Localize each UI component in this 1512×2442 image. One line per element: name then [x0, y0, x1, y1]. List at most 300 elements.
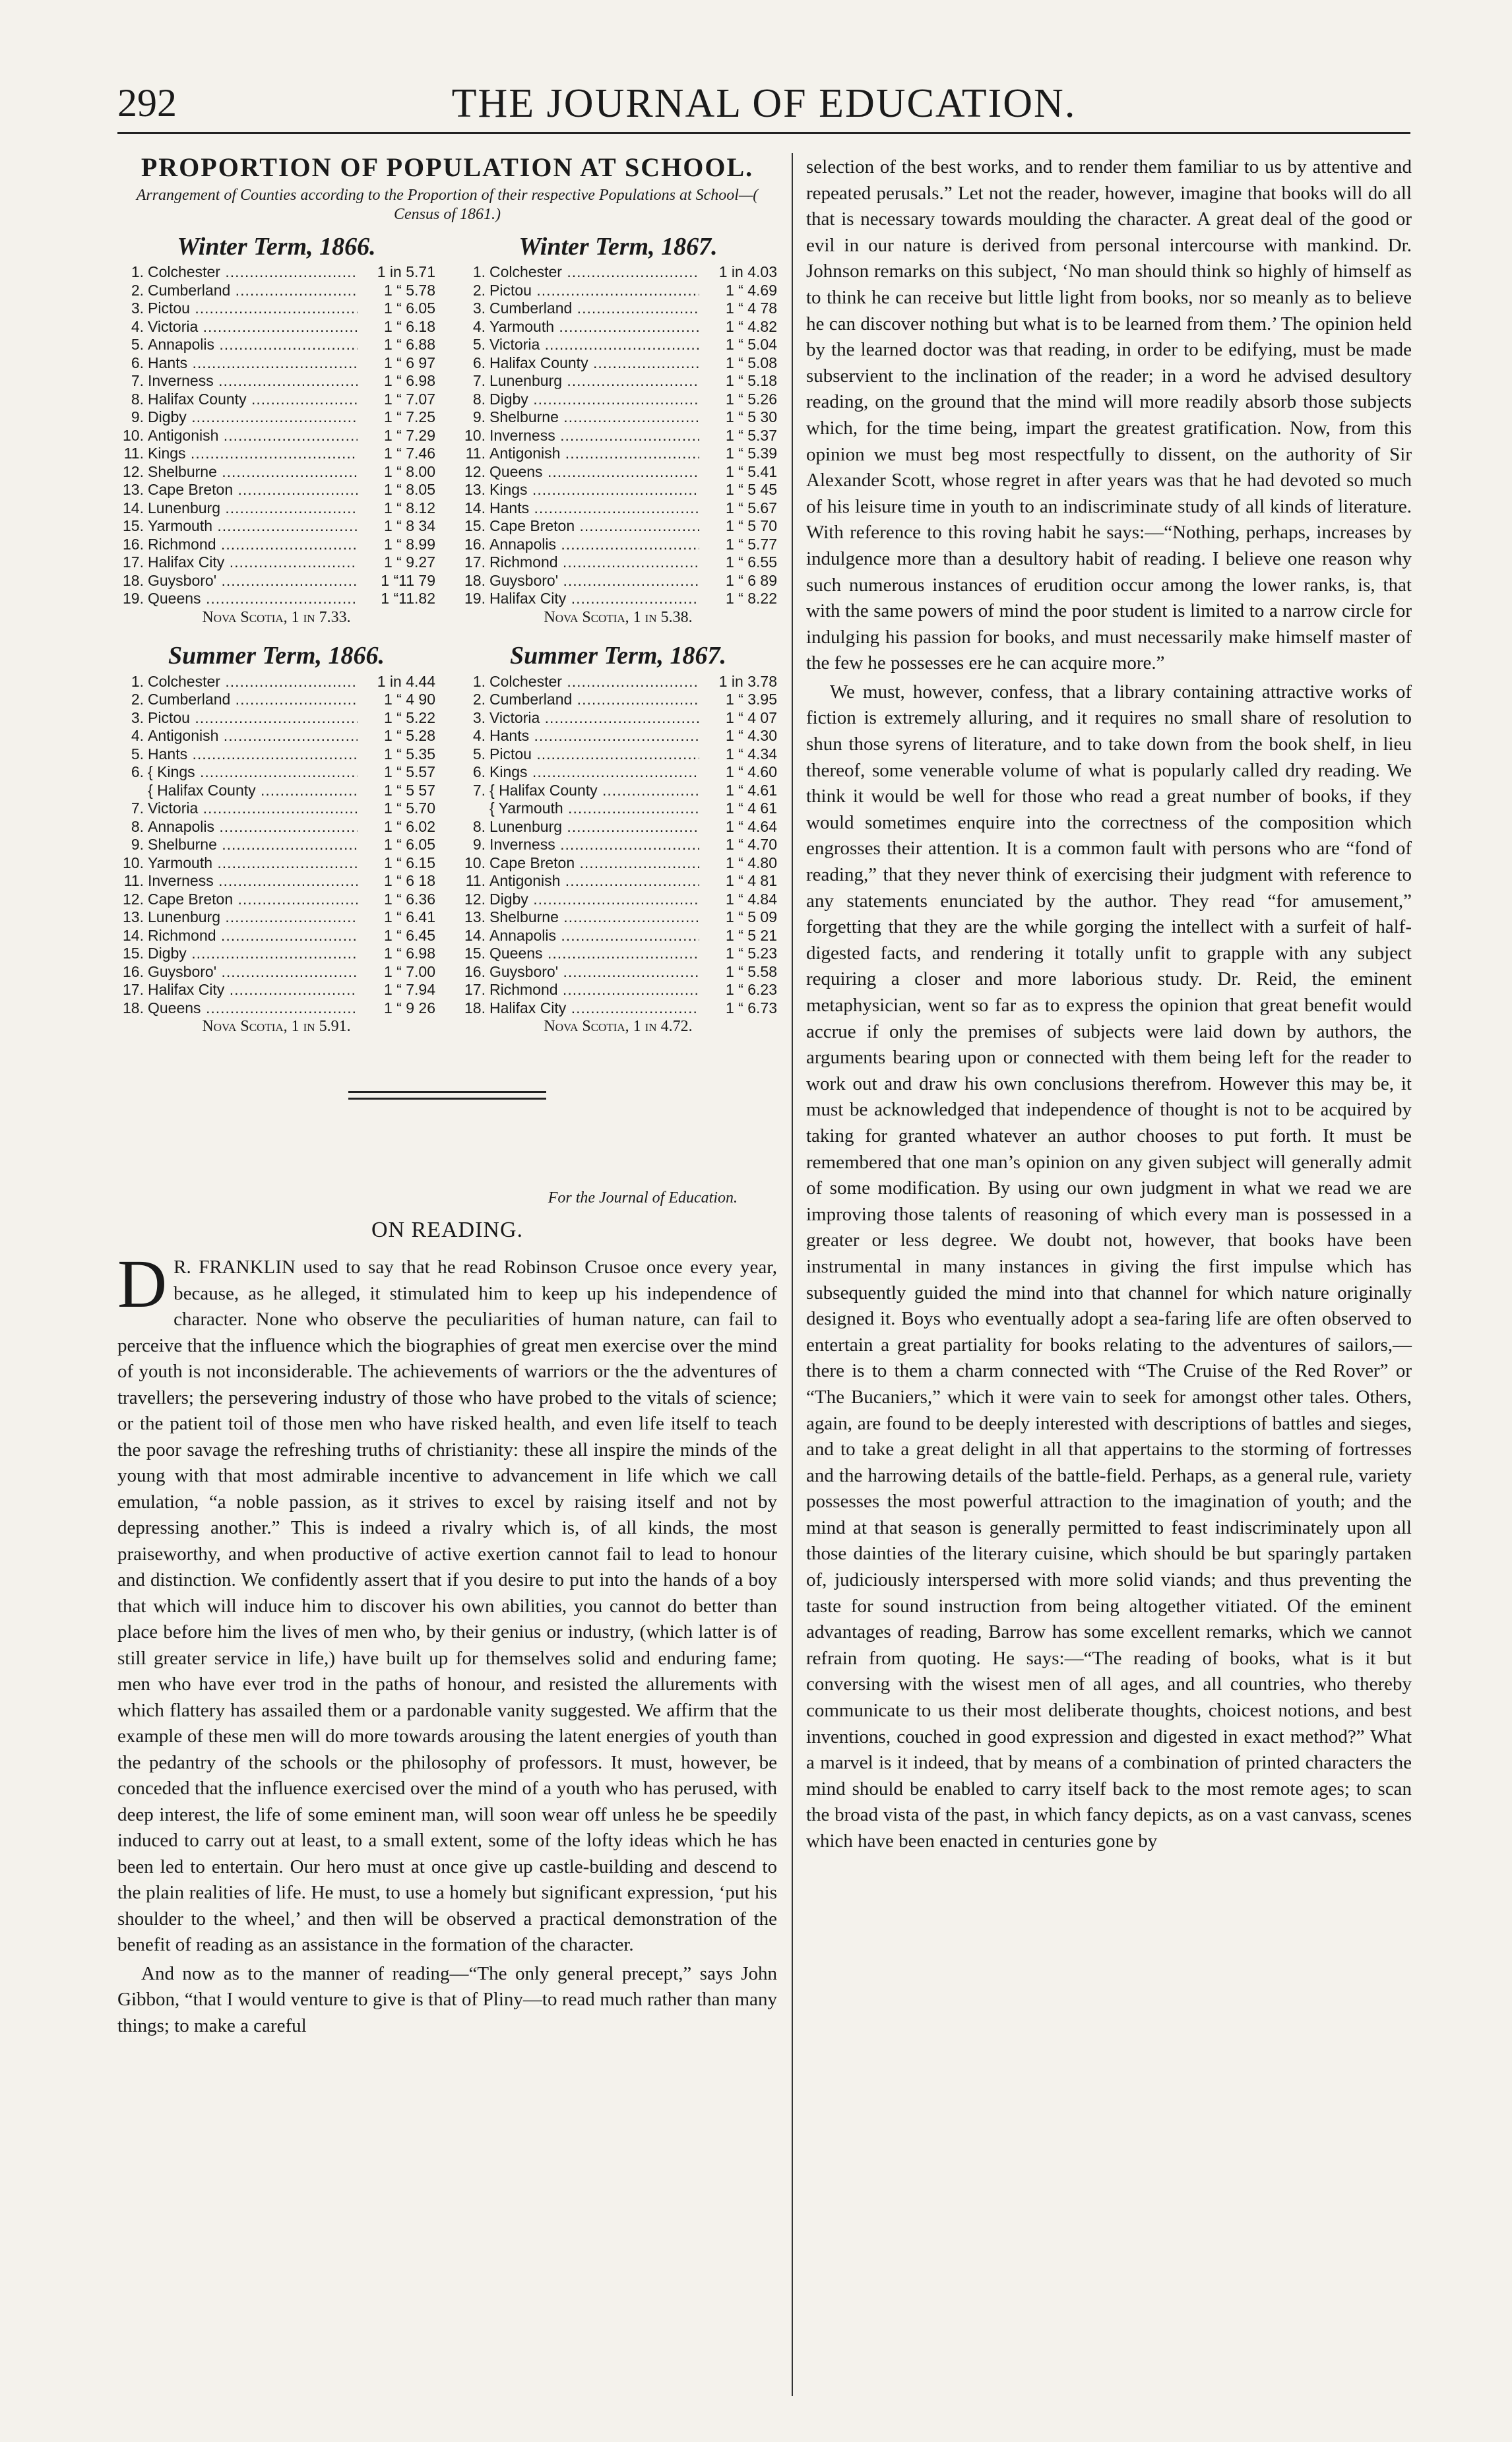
term-title: Winter Term, 1866.: [177, 232, 376, 261]
row-number: 5.: [131, 336, 144, 354]
proportion-value: 1 “ 4.61: [726, 781, 777, 799]
table-row: [117, 673, 435, 691]
county-name: Kings .....: [489, 763, 699, 782]
proportion-value: 1 “ 5.37: [726, 426, 777, 444]
page-number: 292: [117, 81, 177, 125]
term-table-summer-1866: [117, 642, 435, 1036]
proportion-value: 1 “ 6.98: [384, 372, 435, 390]
table-row: [459, 427, 777, 445]
table-row: [117, 854, 435, 873]
term-title: Summer Term, 1866.: [168, 641, 385, 670]
county-name: Cape Breton .....: [489, 517, 699, 536]
table-section-subtitle: Arrangement of Counties according to the Proportion of their respective Populations at School—( Census of 1861.): [136, 187, 759, 223]
proportion-value: 1 “ 5.28: [384, 727, 435, 745]
table-row: [117, 445, 435, 463]
proportion-value: 1 “ 4.70: [726, 836, 777, 854]
table-row: [459, 727, 777, 745]
county-name: Cumberland .....: [148, 282, 358, 300]
county-name: Pictou .....: [148, 709, 358, 728]
proportion-value: 1 “ 8 34: [384, 517, 435, 535]
table-row: [117, 691, 435, 709]
row-number: 7.: [472, 781, 486, 799]
row-number: 16.: [123, 962, 144, 980]
table-row: [459, 927, 777, 945]
row-number: 16.: [123, 535, 144, 553]
row-number: 19.: [464, 590, 486, 608]
proportion-value: 1 “ 5.41: [726, 462, 777, 480]
county-name: Digby .....: [148, 408, 358, 427]
table-row: [117, 427, 435, 445]
right-column: [806, 154, 1412, 1855]
row-number: 11.: [123, 445, 144, 462]
row-number: 7.: [131, 372, 144, 390]
row-number: 1.: [472, 263, 486, 281]
table-row: [459, 299, 777, 318]
winter-terms-row: [117, 234, 777, 627]
proportion-value: 1 “ 6 18: [384, 872, 435, 890]
table-row: [117, 499, 435, 518]
county-name: Richmond .....: [148, 536, 358, 554]
table-row: [117, 945, 435, 963]
term-table-winter-1867: [459, 234, 777, 627]
table-row: [117, 481, 435, 499]
county-name: Yarmouth .....: [148, 854, 358, 873]
proportion-value: 1 “ 5.22: [384, 708, 435, 726]
table-row: [117, 299, 435, 318]
county-name: Inverness .....: [489, 427, 699, 445]
row-number: 8.: [472, 390, 486, 408]
proportion-value: 1 “ 5.57: [384, 763, 435, 781]
table-row: [459, 536, 777, 554]
table-row: [459, 481, 777, 499]
proportion-value: 1 in 5.71: [377, 263, 435, 281]
table-row: [117, 891, 435, 909]
proportion-value: 1 “ 3.95: [726, 691, 777, 708]
county-name: Antigonish .....: [148, 727, 358, 745]
row-number: 1.: [131, 263, 144, 281]
table-row: [117, 372, 435, 391]
row-number: 3.: [472, 708, 486, 726]
proportion-value: 1 “ 4.84: [726, 890, 777, 908]
row-number: 3.: [131, 299, 144, 317]
row-number: 6.: [472, 354, 486, 371]
proportion-value: 1 “ 8.00: [384, 462, 435, 480]
county-name: Pictou .....: [489, 282, 699, 300]
proportion-value: 1 “ 6.98: [384, 945, 435, 962]
term-table-summer-1867: [459, 642, 777, 1036]
proportion-value: 1 “ 9 26: [384, 999, 435, 1017]
proportion-value: 1 “ 4.60: [726, 763, 777, 781]
row-number: 6.: [472, 763, 486, 781]
proportion-value: 1 “ 6.41: [384, 908, 435, 926]
county-name: Digby .....: [489, 391, 699, 409]
proportion-value: 1 “ 6.36: [384, 890, 435, 908]
county-name: Guysboro' .....: [148, 572, 358, 590]
row-number: 1.: [472, 672, 486, 690]
row-number: 6.: [131, 763, 144, 781]
row-number: 10.: [464, 854, 486, 871]
table-row: [117, 553, 435, 572]
table-row: [117, 336, 435, 354]
term-title: Summer Term, 1867.: [510, 641, 726, 670]
table-row: [459, 590, 777, 608]
table-row: [459, 709, 777, 728]
county-name: Lunenburg .....: [148, 499, 358, 518]
county-name: Cape Breton .....: [489, 854, 699, 873]
county-name: Richmond .....: [489, 553, 699, 572]
county-name: Guysboro' .....: [489, 572, 699, 590]
county-name: Yarmouth .....: [148, 517, 358, 536]
row-number: 18.: [123, 571, 144, 589]
table-row: [117, 727, 435, 745]
proportion-value: 1 “11 79: [381, 571, 435, 589]
county-name: Digby .....: [489, 891, 699, 909]
county-name: Cape Breton .....: [148, 891, 358, 909]
county-name: Halifax City .....: [148, 553, 358, 572]
county-name: Digby .....: [148, 945, 358, 963]
table-row: [459, 445, 777, 463]
proportion-value: 1 “ 4.80: [726, 854, 777, 871]
row-number: [459, 799, 489, 818]
row-number: 4.: [472, 317, 486, 335]
table-row: [459, 763, 777, 782]
table-row: [459, 354, 777, 373]
row-number: 8.: [131, 817, 144, 835]
proportion-value: 1 “ 5 45: [726, 481, 777, 499]
row-number: 18.: [464, 571, 486, 589]
summer-terms-row: [117, 642, 777, 1036]
row-number: 5.: [472, 745, 486, 763]
table-row: [459, 782, 777, 800]
proportion-value: 1 “ 5.08: [726, 354, 777, 371]
table-row: [459, 981, 777, 999]
row-number: 17.: [464, 981, 486, 999]
article-title: ON READING.: [371, 1218, 524, 1243]
county-name: Queens .....: [489, 463, 699, 482]
row-number: 14.: [123, 926, 144, 944]
row-number: 17.: [123, 981, 144, 999]
county-name: Victoria .....: [148, 318, 358, 336]
proportion-value: 1 in 4.44: [377, 672, 435, 690]
row-number: 13.: [464, 481, 486, 499]
table-row: [459, 463, 777, 482]
table-row: [459, 745, 777, 764]
proportion-value: 1 “ 4 81: [726, 872, 777, 890]
county-name: Shelburne .....: [148, 836, 358, 854]
proportion-value: 1 “ 8.05: [384, 481, 435, 499]
row-number: 10.: [464, 426, 486, 444]
row-number: 17.: [464, 553, 486, 571]
row-number: 2.: [131, 691, 144, 708]
row-number: 5.: [472, 336, 486, 354]
county-name: Yarmouth .....: [489, 318, 699, 336]
table-row: [117, 763, 435, 782]
table-row: [459, 282, 777, 300]
row-number: 4.: [131, 727, 144, 745]
proportion-value: 1 “ 5 21: [726, 926, 777, 944]
county-name: Antigonish .....: [489, 872, 699, 891]
term-table-winter-1866: [117, 234, 435, 627]
proportion-value: 1 “ 6 97: [384, 354, 435, 371]
proportion-value: 1 “ 5 57: [384, 781, 435, 799]
county-name: Lunenburg .....: [489, 818, 699, 836]
county-name: Halifax City .....: [148, 981, 358, 999]
proportion-value: 1 “ 8.12: [384, 499, 435, 517]
term-rows: [459, 673, 777, 1018]
county-name: Shelburne .....: [489, 908, 699, 927]
county-name: Halifax City .....: [489, 590, 699, 608]
row-number: 15.: [464, 945, 486, 962]
table-row: [117, 391, 435, 409]
row-number: 4.: [131, 317, 144, 335]
term-title: Winter Term, 1867.: [519, 232, 718, 261]
row-number: 16.: [464, 535, 486, 553]
table-row: [459, 673, 777, 691]
article-paragraph-4: We must, however, confess, that a library containing attractive works of fiction is extremely alluring, and it requires no small share of resolution to shun those syrens of literature, and to take down from the book shelf, in lieu thereof, some venerable volume of what is popularly called dry reading. We think it would be well for those who read a great number of books, if they would sometimes enquire into the correctness of the composition which engrosses their attention. It is a common fault with persons who are “fond of reading,” that they never think of exercising their judgment with reference to any statements enunciated by the author. They read “for amusement,” forgetting that they are the while gorging the intellect with a surfeit of half-digested facts, and rendering it totally unfit to grapple with any subject requiring a closer and more laborious study. Dr. Reid, the eminent metaphysician, went so far as to express the opinion that great benefit would accrue if only the premises of subjects were laid down by authors, the arguments bearing upon or connected with them being left for the reader to work out and draw his own conclusions therefrom. However this may be, it must be acknowledged that independence of thought is not to be acquired by taking for granted whatever an author chooses to put forth. It must be remembered that one man’s opinion on any given subject will generally admit of some modification. By using our own judgment in what we read we are improving those talents of reasoning of which every man is possessed in a greater or less degree. We doubt not, however, that books have been instrumental in many instances in giving the first impulse which has subsequently guided the mind into that channel for which nature originally designed it. Boys who eventually adopt a sea-faring life are often observed to entertain a great partiality for books relating to the adventures of sailors,—there is to them a charm connected with “The Cruise of the Red Rover” or “The Bucaniers,” which it were vain to seek for amongst other tales. Others, again, are found to be deeply interested with descriptions of battles and sieges, and to take a great delight in all that appertains to the storming of fortresses and the harrowing details of the battle-field. Perhaps, as a general rule, variety possesses the most powerful attraction to the imagination of youth; and the mind at that season is generally permitted to feast indiscriminately upon all those dainties of the literary cuisine, which should be but sparingly partaken of, judiciously interspersed with more solid viands; and thus preventing the taste for sound instruction from being altogether vitiated. Of the eminent advantages of reading, Barrow has some excellent remarks, which we cannot refrain from quoting. He says:—“The reading of books, what is it but conversing with the wisest men of all ages, and all countries, who thereby communicate to us their most deliberate thoughts, choicest notions, and best inventions, couched in good expression and digested in exact method?” What a marvel is it indeed, that by means of a combination of printed characters the mind should be enabled to carry itself back to the most remote ages; to scan the broad vista of the past, in which fancy depicts, as on a vast canvass, scenes which have been enacted in centuries gone by: [806, 681, 1412, 1852]
proportion-value: 1 “ 6.02: [384, 817, 435, 835]
proportion-value: 1 “ 6.05: [384, 836, 435, 854]
proportion-value: 1 “ 6.18: [384, 317, 435, 335]
table-row: [459, 963, 777, 982]
table-row: [459, 572, 777, 590]
row-number: 17.: [123, 553, 144, 571]
term-rows: [459, 263, 777, 608]
proportion-value: 1 “ 4 78: [726, 299, 777, 317]
row-number: 19.: [123, 590, 144, 608]
proportion-value: 1 “ 5 09: [726, 908, 777, 926]
table-row: [459, 318, 777, 336]
row-number: 12.: [123, 890, 144, 908]
county-name: Shelburne .....: [148, 463, 358, 482]
row-number: 4.: [472, 727, 486, 745]
table-row: [117, 517, 435, 536]
table-row: [459, 336, 777, 354]
row-number: 9.: [472, 836, 486, 854]
proportion-value: 1 “ 5.39: [726, 445, 777, 462]
proportion-value: 1 “ 5.23: [726, 945, 777, 962]
term-rows: [117, 673, 435, 1018]
proportion-value: 1 in 4.03: [718, 263, 777, 281]
proportion-value: 1 “ 5.26: [726, 390, 777, 408]
county-name: Guysboro' .....: [148, 963, 358, 982]
county-name: { Kings .....: [148, 763, 358, 782]
row-number: 1.: [131, 672, 144, 690]
table-row: [117, 818, 435, 836]
row-number: 11.: [465, 445, 486, 462]
county-name: Inverness .....: [148, 372, 358, 391]
row-number: 13.: [464, 908, 486, 926]
row-number: 12.: [464, 462, 486, 480]
table-row: [117, 782, 435, 800]
county-name: Pictou .....: [148, 299, 358, 318]
term-rows: [117, 263, 435, 608]
row-number: 9.: [131, 836, 144, 854]
table-row: [117, 463, 435, 482]
table-row: [117, 590, 435, 608]
county-name: Richmond .....: [489, 981, 699, 999]
county-name: Queens .....: [148, 999, 358, 1018]
county-name: Kings .....: [489, 481, 699, 499]
table-row: [459, 408, 777, 427]
county-name: Colchester .....: [489, 673, 699, 691]
table-row: [117, 745, 435, 764]
term-total: Nova Scotia, 1 in 5.91.: [202, 1018, 351, 1036]
proportion-value: 1 “11.82: [381, 590, 435, 608]
row-number: 7.: [472, 372, 486, 390]
section-double-rule: [348, 1091, 546, 1100]
row-number: 3.: [472, 299, 486, 317]
proportion-value: 1 “ 4.82: [726, 317, 777, 335]
row-number: 16.: [464, 962, 486, 980]
proportion-value: 1 “ 7.94: [384, 981, 435, 999]
proportion-value: 1 “ 5.77: [726, 535, 777, 553]
row-number: 15.: [464, 517, 486, 535]
proportion-value: 1 “ 5.78: [384, 281, 435, 299]
county-name: Annapolis .....: [489, 927, 699, 945]
table-row: [459, 691, 777, 709]
county-name: Colchester .....: [148, 263, 358, 282]
row-number: 9.: [131, 408, 144, 426]
row-number: 18.: [464, 999, 486, 1017]
county-name: Lunenburg .....: [148, 908, 358, 927]
row-number: 6.: [131, 354, 144, 371]
county-name: Queens .....: [489, 945, 699, 963]
row-number: 9.: [472, 408, 486, 426]
table-row: [117, 981, 435, 999]
proportion-value: 1 “ 6.23: [726, 981, 777, 999]
county-name: Annapolis .....: [148, 818, 358, 836]
row-number: 8.: [472, 817, 486, 835]
drop-cap: D: [117, 1246, 168, 1323]
county-name: Antigonish .....: [148, 427, 358, 445]
proportion-value: 1 “ 5 70: [726, 517, 777, 535]
county-name: Victoria .....: [489, 336, 699, 354]
county-name: Guysboro' .....: [489, 963, 699, 982]
row-number: 15.: [123, 517, 144, 535]
proportion-value: 1 “ 4.30: [726, 727, 777, 745]
row-number: 2.: [131, 281, 144, 299]
county-name: Inverness .....: [489, 836, 699, 854]
row-number: 15.: [123, 945, 144, 962]
row-number: 14.: [123, 499, 144, 517]
table-row: [117, 799, 435, 818]
county-name: Victoria .....: [148, 799, 358, 818]
table-row: [117, 872, 435, 891]
proportion-value: 1 “ 4 90: [384, 691, 435, 708]
proportion-value: 1 “ 5.35: [384, 745, 435, 763]
paragraph-text: R. FRANKLIN used to say that he read Robinson Crusoe once every year, because, as he alleged, it stimulated him to keep up his independence of character. None who observe the peculiarities of human nature, can fail to perceive that the influence which the biographies of great men exercise over the mind of youth is not inconsiderable. The achievements of warriors or the the adventures of travellers; the persevering industry of those who have probed to the vitals of science; or the patient toil of those men who have risked health, and even life itself to teach the poor savage the refreshing truths of christianity: these all inspire the minds of the young with that most admirable incentive to advancement in life which we call emulation, “a noble passion, as it strives to excel by raising itself and not by depressing another.” This is indeed a rivalry which is, of all kinds, the most praiseworthy, and when productive of active exertion cannot fail to lead to honour and distinction. We confidently assert that if you desire to put into the hands of a boy that which will induce him to discover his own abilities, you cannot do better than place before him the lives of men who, by their genius or industry, (which latter is of still greater service in life,) have built up for themselves solid and enduring fame; men who have ever trod in the paths of honour, and resisted the allurements with which flattery has assailed them or a pardonable vanity suggested. We affirm that the example of these men will do more towards arousing the latent energies of youth than the pedantry of the schools or the philosophy of professors. It must, however, be conceded that the influence exercised over the mind of a youth who has perused, with deep interest, the life of some eminent man, will soon wear off unless he be speedily induced to carry out at least, to a small extent, some of the lofty ideas which he has been led to entertain. Our hero must at once give up castle-building and descend to the plain realities of life. He must, to use a homely but significant expression, ‘put his shoulder to the wheel,’ and then will be observed a practical demonstration of the benefit of reading as an assistance in the formation of the character.: [117, 1257, 777, 1956]
proportion-value: 1 “ 7.00: [384, 962, 435, 980]
row-number: 2.: [472, 281, 486, 299]
proportion-value: 1 “ 7.07: [384, 390, 435, 408]
table-row: [117, 908, 435, 927]
proportion-value: 1 “ 7.46: [384, 445, 435, 462]
table-row: [117, 572, 435, 590]
county-name: Hants .....: [489, 499, 699, 518]
table-row: [459, 891, 777, 909]
header-rule: [117, 132, 1410, 134]
county-name: Annapolis .....: [148, 336, 358, 354]
table-row: [117, 999, 435, 1018]
proportion-value: 1 “ 5 30: [726, 408, 777, 426]
row-number: 8.: [131, 390, 144, 408]
proportion-value: 1 “ 6.05: [384, 299, 435, 317]
proportion-value: 1 “ 7.25: [384, 408, 435, 426]
article-paragraph-2: And now as to the manner of reading—“The only general precept,” says John Gibbon, “that I would venture to give is that of Pliny—to read much rather than many things; to make a careful: [117, 1962, 777, 2036]
proportion-value: 1 “ 4.69: [726, 281, 777, 299]
column-divider: [792, 153, 793, 2396]
table-row: [459, 372, 777, 391]
row-number: 11.: [465, 872, 486, 890]
table-row: [459, 945, 777, 963]
row-number: 5.: [131, 745, 144, 763]
row-number: 14.: [464, 499, 486, 517]
proportion-value: 1 “ 6.55: [726, 553, 777, 571]
article-paragraph-1: [117, 1246, 777, 1958]
table-section-title: PROPORTION OF POPULATION AT SCHOOL.: [141, 152, 754, 182]
county-name: Annapolis .....: [489, 536, 699, 554]
term-total: Nova Scotia, 1 in 4.72.: [544, 1018, 693, 1036]
proportion-value: 1 “ 6 89: [726, 571, 777, 589]
county-name: Kings .....: [148, 445, 358, 463]
table-row: [459, 818, 777, 836]
table-row: [459, 854, 777, 873]
table-row: [459, 391, 777, 409]
proportion-value: 1 “ 5.67: [726, 499, 777, 517]
table-row: [459, 836, 777, 854]
table-row: [459, 872, 777, 891]
row-number: 7.: [131, 799, 144, 817]
term-total: Nova Scotia, 1 in 7.33.: [202, 608, 351, 626]
table-row: [459, 263, 777, 282]
county-name: Halifax County .....: [489, 354, 699, 373]
proportion-value: 1 “ 8.99: [384, 535, 435, 553]
row-number: 13.: [123, 481, 144, 499]
county-name: Cumberland .....: [489, 691, 699, 709]
table-row: [459, 553, 777, 572]
county-name: Colchester .....: [148, 673, 358, 691]
row-number: [117, 782, 148, 800]
table-row: [117, 318, 435, 336]
county-name: Halifax City .....: [489, 999, 699, 1018]
table-row: [459, 799, 777, 818]
county-name: Shelburne .....: [489, 408, 699, 427]
table-row: [459, 999, 777, 1018]
proportion-value: 1 in 3.78: [718, 672, 777, 690]
proportion-value: 1 “ 5.70: [384, 799, 435, 817]
article-attribution: For the Journal of Education.: [548, 1189, 738, 1207]
county-name: Hants .....: [148, 354, 358, 373]
running-head: [117, 80, 1410, 133]
table-row: [117, 927, 435, 945]
proportion-value: 1 “ 4 07: [726, 708, 777, 726]
table-row: [459, 908, 777, 927]
proportion-value: 1 “ 8.22: [726, 590, 777, 608]
county-name: { Halifax County .....: [148, 782, 358, 800]
county-name: Pictou .....: [489, 745, 699, 764]
rule-line: [348, 1091, 546, 1093]
proportion-value: 1 “ 4 61: [726, 799, 777, 817]
row-number: 10.: [123, 854, 144, 871]
county-name: Antigonish .....: [489, 445, 699, 463]
proportion-value: 1 “ 4.64: [726, 817, 777, 835]
proportion-value: 1 “ 7.29: [384, 426, 435, 444]
left-column: [117, 153, 777, 2039]
county-name: Hants .....: [489, 727, 699, 745]
row-number: 2.: [472, 691, 486, 708]
county-name: { Halifax County .....: [489, 782, 699, 800]
proportion-value: 1 “ 6.73: [726, 999, 777, 1017]
